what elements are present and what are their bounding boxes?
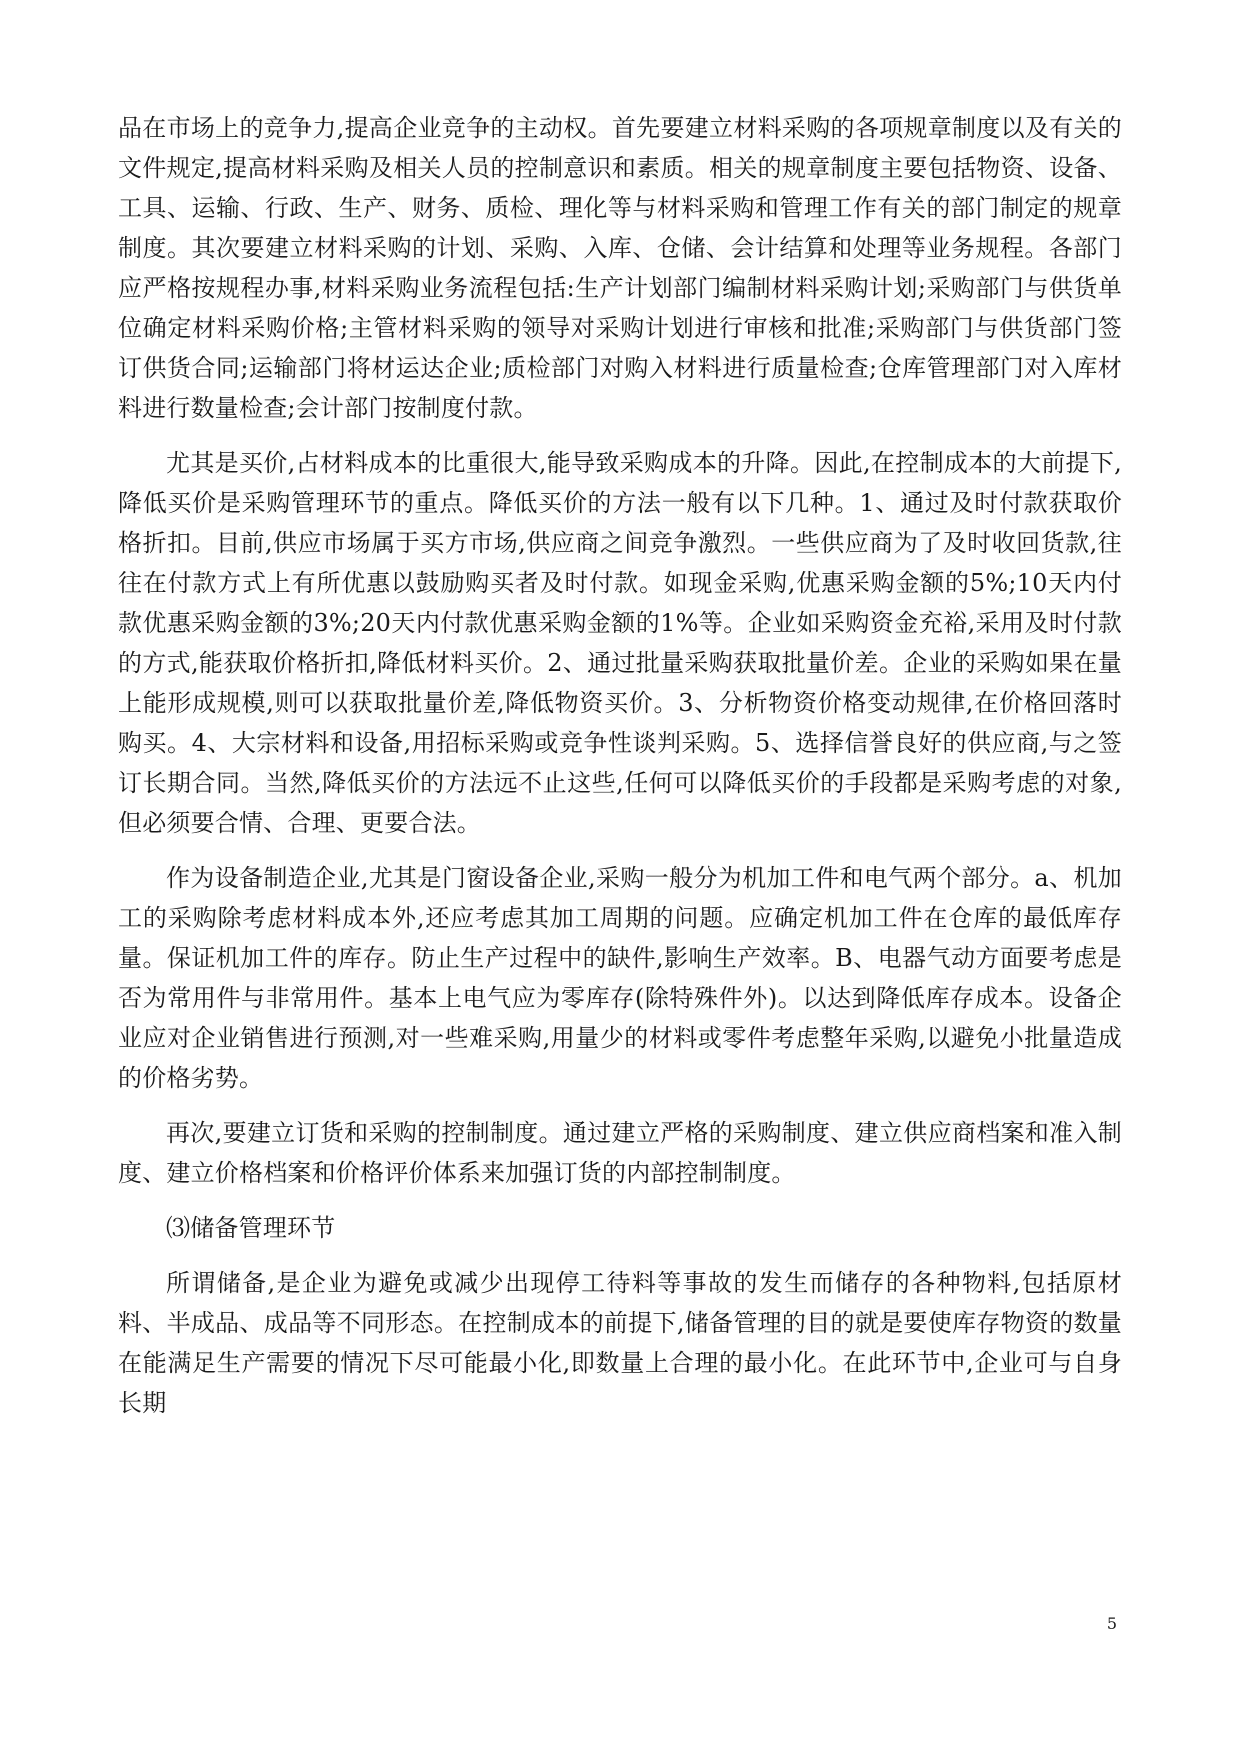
page-number: 5 [1106, 1614, 1117, 1633]
paragraph-continuation: 品在市场上的竞争力,提高企业竞争的主动权。首先要建立材料采购的各项规章制度以及有关的文件规定,提高材料采购及相关人员的控制意识和素质。相关的规章制度主要包括物资、设备、工具、运输、行政、生产、财务、质检、理化等与材料采购和管理工作有关的部门制定的规章制度。其次要建立材料采购的计划、采购、入库、仓储、会计结算和处理等业务规程。各部门应严格按规程办事,材料采购业务流程包括:生产计划部门编制材料采购计划;采购部门与供货单位确定材料采购价格;主管材料采购的领导对采购计划进行审核和批准;采购部门与供货部门签订供货合同;运输部门将材运达企业;质检部门对购入材料进行质量检查;仓库管理部门对入库材料进行数量检查;会计部门按制度付款。 [118, 114, 1122, 422]
paragraph-equipment-manufacturing: 作为设备制造企业,尤其是门窗设备企业,采购一般分为机加工件和电气两个部分。a、机加工的采购除考虑材料成本外,还应考虑其加工周期的问题。应确定机加工件在仓库的最低库存量。保证机加工件的库存。防止生产过程中的缺件,影响生产效率。B、电器气动方面要考虑是否为常用件与非常用件。基本上电气应为零库存(除特殊件外)。以达到降低库存成本。设备企业应对企业销售进行预测,对一些难采购,用量少的材料或零件考虑整年采购,以避免小批量造成的价格劣势。 [118, 864, 1122, 1092]
paragraph-ordering-control: 再次,要建立订货和采购的控制制度。通过建立严格的采购制度、建立供应商档案和准入制度、建立价格档案和价格评价体系来加强订货的内部控制制度。 [118, 1119, 1122, 1187]
section-heading-storage: ⑶储备管理环节 [166, 1214, 336, 1242]
paragraph-storage-definition: 所谓储备,是企业为避免或减少出现停工待料等事故的发生而储存的各种物料,包括原材料、半成品、成品等不同形态。在控制成本的前提下,储备管理的目的就是要使库存物资的数量在能满足生产需要的情况下尽可能最小化,即数量上合理的最小化。在此环节中,企业可与自身长期 [118, 1269, 1122, 1417]
paragraph-purchase-price: 尤其是买价,占材料成本的比重很大,能导致采购成本的升降。因此,在控制成本的大前提下,降低买价是采购管理环节的重点。降低买价的方法一般有以下几种。1、通过及时付款获取价格折扣。目前,供应市场属于买方市场,供应商之间竞争激烈。一些供应商为了及时收回货款,往往在付款方式上有所优惠以鼓励购买者及时付款。如现金采购,优惠采购金额的5%;10天内付款优惠采购金额的3%;20天内付款优惠采购金额的1%等。企业如采购资金充裕,采用及时付款的方式,能获取价格折扣,降低材料买价。2、通过批量采购获取批量价差。企业的采购如果在量上能形成规模,则可以获取批量价差,降低物资买价。3、分析物资价格变动规律,在价格回落时购买。4、大宗材料和设备,用招标采购或竞争性谈判采购。5、选择信誉良好的供应商,与之签订长期合同。当然,降低买价的方法远不止这些,任何可以降低买价的手段都是采购考虑的对象,但必须要合情、合理、更要合法。 [118, 449, 1122, 837]
body-text [118, 108, 1122, 1438]
